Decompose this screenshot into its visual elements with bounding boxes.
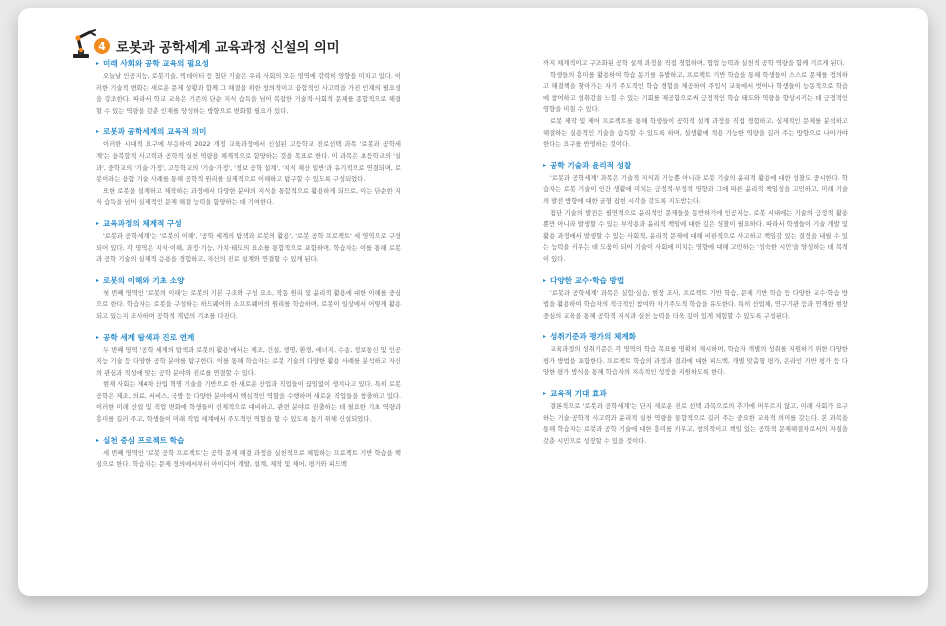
triangle-bullet-icon: ▸ [96, 333, 100, 341]
page-title: 로봇과 공학세계 교육과정 신설의 의미 [116, 40, 340, 56]
article-section [543, 331, 848, 379]
section-heading [96, 126, 401, 137]
section-heading [543, 275, 848, 286]
body-paragraph: 로봇 제작 및 제어 프로젝트를 통해 학생들이 공학적 설계 과정을 직접 경험하고, 실제적인 문제를 분석하고 해결하는 실용적인 기술을 습득할 수 있도록 하며, 설생활에 적용 가능한 역량을 길러 주는 방향으로 나아가야 한다는 요구를 반영하는 것이다. [543, 117, 848, 149]
body-paragraph: 세 번째 영역인 '로봇 공학 프로젝트'는 공학 문제 해결 과정을 실천적으로 체험하는 프로젝트 기반 학습을 핵심으로 한다. 학습자는 문제 정의에서부터 아이디어 개발, 설계, 제작 및 제어, 평가와 피드백 [96, 449, 401, 469]
section-heading [543, 160, 848, 171]
section-heading-text: 미래 사회와 공학 교육의 필요성 [103, 59, 209, 68]
body-paragraph: 오늘날 인공지능, 로봇기술, 빅데이터 등 첨단 기술은 우리 사회의 모든 영역에 강력히 영향을 미치고 있다. 이러한 기술적 변화는 새로운 문제 상황과 함께 그 해결을 위한 창의적이고 융합적인 사고력을 가진 인재의 필요성을 강조한다. 따라서 학교 교육은 기존의 단순 지식 습득을 넘어 복잡한 기술적·사회적 문제를 종합적으로 해결할 수 있는 역량을 갖춘 인재를 양성하는 방향으로 변화할 필요가 있다. [96, 73, 401, 115]
article-section [543, 388, 848, 447]
section-header [70, 28, 339, 58]
article-section [543, 160, 848, 266]
article-section [96, 275, 401, 323]
body-paragraph: 두 번째 영역 '공학 세계의 탐색과 로봇의 활용'에서는 제조, 건설, 생명, 환경, 에너지, 수송, 정보통신 및 인공지능 기술 등 다양한 공학 분야를 탐구한다. 이를 통해 학습자는 로봇 기술의 다양한 활용 사례를 분석하고 자신의 관심과 적성에 맞는 공학 분야와 진로를 연결할 수 있다. [96, 346, 401, 377]
triangle-bullet-icon: ▸ [96, 219, 100, 227]
body-paragraph: 학생들의 흥미를 활용하여 학습 동기를 유발하고, 프로젝트 기반 학습을 통해 학생들이 스스로 문제를 정의하고 해결책을 찾아가는 자기 주도적인 학습 경험을 제공하여 주입식 교육에서 벗어나 학생들이 능동적으로 학습에 참여하고 성취감을 느낄 수 있는 기회를 제공함으로써 긍정적인 학습 태도와 역량을 향상시키는 데 긍정적인 영향을 미칠 수 있다. [543, 71, 848, 114]
section-heading-text: 교육과정의 체계적 구성 [103, 218, 182, 228]
triangle-bullet-icon: ▸ [543, 333, 547, 341]
body-paragraph: 이러한 시대적 요구에 부응하여 2022 개정 교육과정에서 신설된 고등학교 진로선택 과목 '로봇과 공학세계'는 융복합적 사고력과 공학적 실천 역량을 체계적으로 함양하는 것을 목표로 한다. 이 과목은 초등학교의 '실과', 중학교의 '기술·가정', 고등학교의 '기술·가정', '정보 공학 설계', '지식 재산 일반'과 유기적으로 연결되며, 로봇이라는 융합 기술 사례를 통해 공학적 원리를 실제적으로 이해하고 탐구할 수 있도록 구성되었다. [96, 141, 402, 184]
article-section [543, 275, 848, 323]
body-paragraph: '로봇과 공학세계' 과목은 실험·실습, 현장 조사, 프로젝트 기반 학습, 문제 기반 학습 등 다양한 교수·학습 방법을 활용하여 학습자의 적극적인 참여와 자기주도적 학습을 유도한다. 특히 산업체, 연구기관 등과 연계한 현장 중심의 교육을 통해 공학적 지식과 실천 능력을 더욱 깊이 있게 체험할 수 있도록 구성된다. [543, 289, 848, 320]
body-paragraph: '로봇과 공학세계'는 '로봇의 이해', '공학 세계의 탐색과 로봇의 활용', '로봇 공학 프로젝트' 세 영역으로 구성되어 있다. 각 영역은 지식·이해, 과정·기능, 가치·태도의 요소를 통합적으로 포함하며, 학습자는 이를 통해 로봇과 공학 기술의 실제적 응용을 경험하고, 자신의 진로 설계와 연결할 수 있게 된다. [96, 232, 401, 264]
body-paragraph: 첨단 기술의 발전은 필연적으로 윤리적인 문제들을 동반하기에 인공지능, 로봇 시대에는 기술의 긍정적 활용뿐만 아니라 발생할 수 있는 부작용과 윤리적 책임에 대한 깊은 성찰이 필요하다. 따라서 학생들이 기술 개발 및 활용 과정에서 발생할 수 있는 사회적, 윤리적 문제에 대해 비판적으로 사고하고 책임감 있는 결정을 내릴 수 있는 능력을 키우는 데 도움이 되어 기술이 사회에 미치는 영향에 대해 고민하는 '성숙한 시민'을 양성하는 데 목적이 있다. [543, 209, 848, 263]
section-heading [96, 435, 401, 446]
left-column [96, 58, 401, 480]
body-paragraph: 결론적으로 '로봇과 공학세계'는 단지 새로운 진로 선택 과목으로의 추가에 머무르지 않고, 미래 사회가 요구하는 기술·공학적 사고력과 윤리적 실천 역량을 통합적으로 길러 주는 중요한 교육적 의미를 갖는다. 본 과목을 통해 학습자는 로봇과 공학 기술에 대한 흥미를 키우고, 창의적이고 책임 있는 공학적 문제해결자로서의 자질을 갖춘 시민으로 성장할 수 있을 것이다. [543, 403, 848, 445]
section-heading [543, 388, 848, 399]
section-heading [543, 331, 848, 342]
section-heading-text: 성취기준과 평가의 체계화 [550, 332, 636, 342]
article-section [96, 435, 401, 471]
section-heading [96, 275, 401, 286]
triangle-bullet-icon: ▸ [543, 390, 547, 398]
section-heading-text: 공학 기술과 윤리적 성찰 [550, 160, 632, 170]
body-paragraph: 현재 사회는 제4차 산업 혁명 기술을 기반으로 한 새로운 산업과 직업들이 끊임없이 생겨나고 있다. 특히 로봇 공학은 제조, 의료, 서비스, 국방 등 다양한 분야에서 핵심적인 역할을 수행하며 새로운 직업들을 창출하고 있다. 이러한 미래 산업 및 직업 변화에 학생들이 선제적으로 대비하고, 관련 분야로 진출하는 데 필요한 기초 역량과 흥미를 길러 주고, 학생들이 미래 직업 세계에서 주도적인 역할을 할 수 있도록 돕기 위해 신설되었다. [96, 381, 401, 424]
section-heading [96, 218, 401, 229]
triangle-bullet-icon: ▸ [96, 60, 100, 67]
right-column [543, 58, 848, 456]
triangle-bullet-icon: ▸ [96, 436, 100, 444]
body-paragraph: 또한 로봇을 설계하고 제작하는 과정에서 다양한 분야의 지식을 통합적으로 활용하게 되므로, 이는 단순한 지식 습득을 넘어 실제적인 문제 해결 능력을 함양하는 데 기여한다. [96, 187, 401, 207]
article-section [96, 332, 401, 426]
section-heading [96, 58, 401, 69]
article-section [96, 218, 401, 266]
body-paragraph: '로봇과 공학세계' 과목은 기술적 지식과 기능뿐 아니라 로봇 기술의 윤리적 활용에 대한 성찰도 중시한다. 학습자는 로봇 기술이 인간 생활에 미치는 긍정적·부정적 영향과 그에 따른 윤리적 책임성을 고민하고, 미래 기술의 발전 방향에 대한 균형 잡힌 시각을 갖도록 지도받는다. [543, 174, 848, 205]
triangle-bullet-icon: ▸ [96, 276, 100, 284]
body-paragraph: 까지 체계적이고 구조화된 공학 설계 과정을 직접 경험하며, 협업 능력과 실천적 공학 역량을 함께 기르게 된다. [543, 60, 845, 67]
section-heading-text: 로봇과 공학세계의 교육적 의미 [103, 127, 207, 137]
triangle-bullet-icon: ▸ [96, 128, 100, 136]
section-heading-text: 실천 중심 프로젝트 학습 [103, 435, 185, 445]
triangle-bullet-icon: ▸ [543, 276, 547, 284]
section-heading-text: 공학 세계 탐색과 진로 연계 [103, 332, 195, 342]
article-section [96, 58, 401, 117]
article-section [96, 126, 401, 209]
body-paragraph: 첫 번째 영역인 '로봇의 이해'는 로봇의 기본 구조와 구성 요소, 작동 원리 및 윤리적 활용에 대한 이해를 중심으로 한다. 학습자는 로봇을 구성하는 하드웨어와 소프트웨어의 원리를 학습하며, 로봇이 일상에서 어떻게 활용되고 있는지 조사하며 공학적 개념의 기초를 다진다. [96, 289, 401, 320]
section-heading-text: 다양한 교수·학습 방법 [550, 275, 625, 285]
section-number-badge: 4 [94, 38, 110, 54]
document-page [18, 8, 928, 596]
body-paragraph: 교육과정의 성취기준은 각 영역의 학습 목표를 명확히 제시하며, 학습자 개별의 성취를 지원하기 위한 다양한 평가 방법을 포함한다. 프로젝트 학습의 과정과 결과에 대한 피드백, 개별 맞춤형 평가, 온라인 기반 평가 등 다양한 평가 방식을 통해 학습자의 지속적인 성장을 지원하도록 한다. [543, 346, 848, 377]
section-heading-text: 로봇의 이해와 기초 소양 [103, 275, 185, 285]
triangle-bullet-icon: ▸ [543, 161, 547, 169]
article-section [543, 58, 848, 151]
section-heading [96, 332, 401, 343]
section-heading-text: 교육적 기대 효과 [550, 389, 607, 399]
